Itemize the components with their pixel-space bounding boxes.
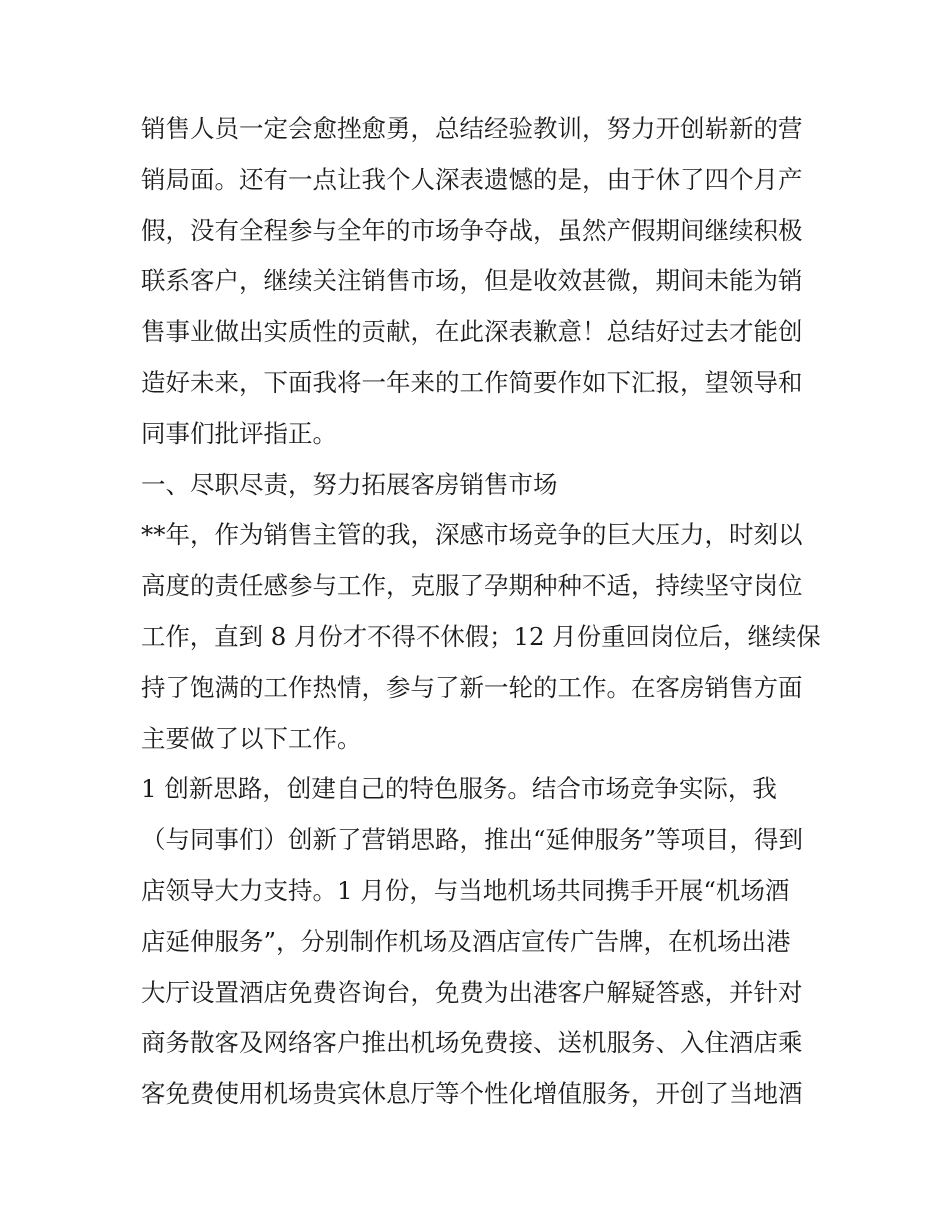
- text-line-13: 主要做了以下工作。: [141, 723, 362, 753]
- text-line-4: 联系客户，继续关注销售市场，但是收效甚微，期间未能为销: [141, 266, 803, 296]
- body-text: [141, 104, 821, 1120]
- text-line-18: 大厅设置酒店免费咨询台，免费为出港客户解疑答惑，并针对: [141, 977, 803, 1007]
- text-line-7: 同事们批评指正。: [141, 418, 337, 448]
- text-line-6: 造好未来，下面我将一年来的工作简要作如下汇报，望领导和: [141, 367, 803, 397]
- text-line-14: 1 创新思路，创建自己的特色服务。结合市场竞争实际，我: [141, 774, 777, 804]
- text-line-1: 销售人员一定会愈挫愈勇，总结经验教训，努力开创崭新的营: [141, 114, 803, 143]
- text-line-16: 店领导大力支持。1 月份，与当地机场共同携手开展“机场酒: [141, 875, 790, 905]
- text-line-12: 持了饱满的工作热情，参与了新一轮的工作。在客房销售方面: [141, 672, 803, 702]
- text-line-20: 客免费使用机场贵宾休息厅等个性化增值服务，开创了当地酒: [141, 1079, 803, 1109]
- text-line-2: 销局面。还有一点让我个人深表遗憾的是，由于休了四个月产: [141, 164, 803, 194]
- section-heading: 一、尽职尽责，努力拓展客房销售市场: [141, 469, 558, 499]
- text-line-17: 店延伸服务”，分别制作机场及酒店宣传广告牌，在机场出港: [141, 926, 791, 956]
- text-line-15: （与同事们）创新了营销思路，推出“延伸服务”等项目，得到: [141, 825, 804, 855]
- text-line-11: 工作，直到 8 月份才不得不休假；12 月份重回岗位后，继续保: [141, 621, 821, 651]
- text-line-19: 商务散客及网络客户推出机场免费接、送机服务、入住酒店乘: [141, 1028, 803, 1058]
- text-line-5: 售事业做出实质性的贡献，在此深表歉意！总结好过去才能创: [141, 317, 803, 347]
- text-line-10: 高度的责任感参与工作，克服了孕期种种不适，持续坚守岗位: [141, 571, 803, 601]
- text-line-3: 假，没有全程参与全年的市场争夺战，虽然产假期间继续积极: [141, 215, 803, 245]
- text-line-9: **年，作为销售主管的我，深感市场竞争的巨大压力，时刻以: [141, 520, 803, 550]
